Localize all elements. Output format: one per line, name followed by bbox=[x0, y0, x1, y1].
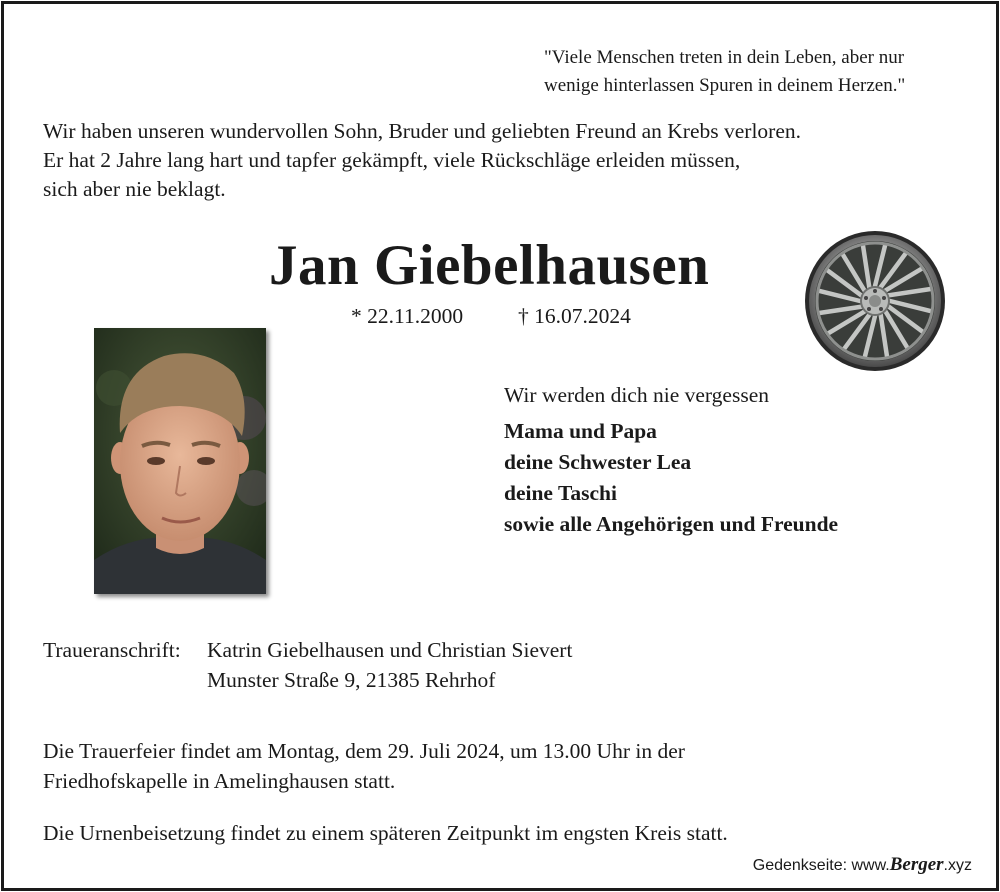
burial-note: Die Urnenbeisetzung findet zu einem späteren Zeitpunkt im engsten Kreis statt. bbox=[43, 821, 728, 845]
intro-line-3: sich aber nie beklagt. bbox=[43, 177, 226, 201]
mourners-intro: Wir werden dich nie vergessen bbox=[504, 383, 770, 407]
birth-date: * 22.11.2000 bbox=[351, 304, 464, 328]
ceremony-line-2: Friedhofskapelle in Amelinghausen statt. bbox=[43, 769, 396, 793]
deceased-name: Jan Giebelhausen bbox=[269, 234, 710, 297]
address-label: Traueranschrift: bbox=[43, 638, 181, 662]
mourner-name: deine Schwester Lea bbox=[504, 450, 692, 474]
mourner-name: deine Taschi bbox=[504, 481, 617, 505]
brand-logo: Berger bbox=[889, 854, 944, 875]
quote-line-2: wenige hinterlassen Spuren in deinem Herzen." bbox=[544, 75, 906, 96]
address-line-2: Munster Straße 9, 21385 Rehrhof bbox=[207, 668, 496, 692]
intro-line-1: Wir haben unseren wundervollen Sohn, Bruder und geliebten Freund an Krebs verloren. bbox=[43, 119, 801, 143]
memorial-page-link[interactable] bbox=[753, 854, 972, 876]
death-date: † 16.07.2024 bbox=[518, 304, 631, 328]
quote-line-1: "Viele Menschen treten in dein Leben, aber nur bbox=[544, 47, 905, 68]
ceremony-line-1: Die Trauerfeier findet am Montag, dem 29. Juli 2024, um 13.00 Uhr in der bbox=[43, 739, 685, 763]
address-line-1: Katrin Giebelhausen und Christian Sievert bbox=[207, 638, 573, 662]
wheel-rim-image bbox=[804, 230, 946, 372]
portrait-photo bbox=[94, 328, 266, 594]
intro-line-2: Er hat 2 Jahre lang hart und tapfer gekämpft, viele Rückschläge erleiden müssen, bbox=[43, 148, 741, 172]
memorial-page-tld: .xyz bbox=[943, 857, 972, 874]
mourner-name: sowie alle Angehörigen und Freunde bbox=[504, 512, 839, 536]
mourner-name: Mama und Papa bbox=[504, 419, 657, 443]
memorial-page-label: Gedenkseite: www. bbox=[752, 857, 890, 874]
